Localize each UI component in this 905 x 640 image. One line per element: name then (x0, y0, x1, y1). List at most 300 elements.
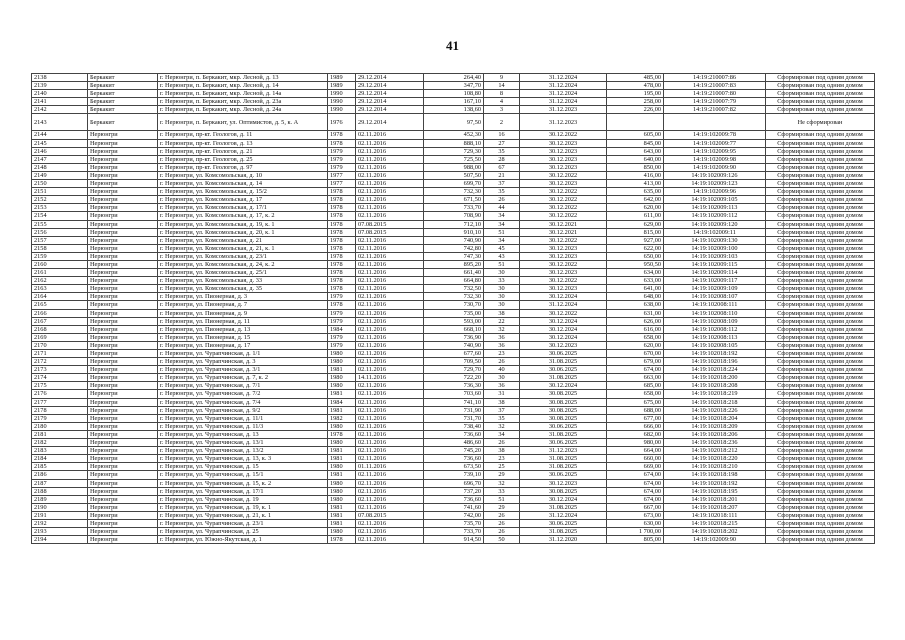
table-row (32, 333, 875, 341)
deadline-cell: 30.12.2024 (520, 495, 607, 503)
inclusion-date-cell: 02.11.2016 (356, 495, 424, 503)
settlement-cell: Нерюнгри (88, 188, 158, 196)
deadline-cell: 30.12.2023 (520, 285, 607, 293)
land-status-cell: Сформирован под одним домом (766, 398, 875, 406)
inclusion-date-cell: 02.11.2016 (356, 536, 424, 544)
settlement-cell: Нерюнгри (88, 131, 158, 139)
land-status-cell: Сформирован под одним домом (766, 147, 875, 155)
table-row (32, 422, 875, 430)
address-cell: г. Нерюнгри, ул. Чурапчинская, д. 17/1 (158, 487, 328, 495)
residents-cell: 35 (484, 147, 520, 155)
cadastral-number-cell: 14:19:102018:192 (664, 479, 766, 487)
land-status-cell: Сформирован под одним домом (766, 374, 875, 382)
land-area-cell: 620,00 (607, 204, 664, 212)
settlement-cell: Нерюнгри (88, 414, 158, 422)
cadastral-number-cell: 14:19:102018:111 (664, 511, 766, 519)
inclusion-date-cell: 02.11.2016 (356, 325, 424, 333)
deadline-cell: 30.12.2024 (520, 317, 607, 325)
inclusion-date-cell: 02.11.2016 (356, 309, 424, 317)
year-built-cell: 1980 (328, 358, 356, 366)
table-row (32, 131, 875, 139)
area-cell: 988,00 (424, 163, 484, 171)
settlement-cell: Нерюнгри (88, 244, 158, 252)
year-built-cell: 1978 (328, 196, 356, 204)
settlement-cell: Нерюнгри (88, 519, 158, 527)
inclusion-date-cell: 29.12.2014 (356, 74, 424, 82)
row-number-cell: 2157 (32, 236, 88, 244)
residents-cell: 34 (484, 220, 520, 228)
table-row (32, 479, 875, 487)
land-status-cell: Сформирован под одним домом (766, 269, 875, 277)
year-built-cell: 1978 (328, 131, 356, 139)
land-status-cell: Сформирован под одним домом (766, 390, 875, 398)
area-cell: 671,50 (424, 196, 484, 204)
residents-cell: 35 (484, 188, 520, 196)
land-area-cell: 478,00 (607, 82, 664, 90)
land-area-cell: 850,00 (607, 163, 664, 171)
table-row (32, 511, 875, 519)
cadastral-number-cell: 14:19:102009:96 (664, 188, 766, 196)
row-number-cell: 2149 (32, 171, 88, 179)
settlement-cell: Нерюнгри (88, 382, 158, 390)
year-built-cell: 1977 (328, 180, 356, 188)
address-cell: г. Нерюнгри, ул. Чурапчинская, д. 25 (158, 528, 328, 536)
area-cell: 108,80 (424, 90, 484, 98)
deadline-cell: 30.12.2022 (520, 309, 607, 317)
deadline-cell: 31.08.2025 (520, 463, 607, 471)
cadastral-number-cell: 14:19:102018:220 (664, 455, 766, 463)
residents-cell: 33 (484, 487, 520, 495)
row-number-cell: 2164 (32, 293, 88, 301)
address-cell: г. Нерюнгри, ул. Комсомольская, д. 14 (158, 180, 328, 188)
year-built-cell: 1981 (328, 366, 356, 374)
residents-cell: 16 (484, 131, 520, 139)
residents-cell: 43 (484, 252, 520, 260)
deadline-cell: 30.12.2023 (520, 155, 607, 163)
area-cell: 747,30 (424, 252, 484, 260)
cadastral-number-cell: 14:19:102009:123 (664, 180, 766, 188)
deadline-cell: 31.08.2025 (520, 528, 607, 536)
year-built-cell: 1981 (328, 455, 356, 463)
land-status-cell: Сформирован под одним домом (766, 471, 875, 479)
cadastral-number-cell: 14:19:102009:112 (664, 212, 766, 220)
cadastral-number-cell: 14:19:102008:109 (664, 317, 766, 325)
area-cell: 736,60 (424, 455, 484, 463)
cadastral-number-cell: 14:19:102009:115 (664, 260, 766, 268)
land-area-cell: 685,00 (607, 382, 664, 390)
land-status-cell: Сформирован под одним домом (766, 406, 875, 414)
land-status-cell: Сформирован под одним домом (766, 358, 875, 366)
address-cell: г. Нерюнгри, ул. Комсомольская, д. 21 (158, 236, 328, 244)
settlement-cell: Нерюнгри (88, 269, 158, 277)
address-cell: г. Нерюнгри, ул. Пионерная, д. 17 (158, 341, 328, 349)
row-number-cell: 2181 (32, 430, 88, 438)
deadline-cell: 30.12.2023 (520, 252, 607, 260)
address-cell: г. Нерюнгри, пр-кт. Геологов, д. 11 (158, 131, 328, 139)
land-area-cell: 679,00 (607, 358, 664, 366)
residents-cell: 36 (484, 382, 520, 390)
year-built-cell: 1981 (328, 519, 356, 527)
row-number-cell: 2179 (32, 414, 88, 422)
table-row (32, 309, 875, 317)
row-number-cell: 2191 (32, 511, 88, 519)
land-status-cell: Сформирован под одним домом (766, 519, 875, 527)
settlement-cell: Нерюнгри (88, 180, 158, 188)
settlement-cell: Нерюнгри (88, 503, 158, 511)
row-number-cell: 2152 (32, 196, 88, 204)
table-row (32, 382, 875, 390)
year-built-cell: 1979 (328, 317, 356, 325)
land-status-cell: Сформирован под одним домом (766, 285, 875, 293)
deadline-cell: 30.12.2022 (520, 277, 607, 285)
year-built-cell: 1979 (328, 341, 356, 349)
year-built-cell: 1978 (328, 277, 356, 285)
residents-cell: 67 (484, 163, 520, 171)
area-cell: 699,70 (424, 180, 484, 188)
cadastral-number-cell: 14:19:102009:98 (664, 155, 766, 163)
inclusion-date-cell: 02.11.2016 (356, 487, 424, 495)
inclusion-date-cell: 02.11.2016 (356, 519, 424, 527)
deadline-cell: 31.08.2025 (520, 503, 607, 511)
land-area-cell: 667,00 (607, 503, 664, 511)
land-area-cell: 413,00 (607, 180, 664, 188)
area-cell: 732,30 (424, 188, 484, 196)
settlement-cell: Нерюнгри (88, 260, 158, 268)
address-cell: г. Нерюнгри, ул. Пионерная, д. 7 (158, 301, 328, 309)
inclusion-date-cell: 02.11.2016 (356, 196, 424, 204)
area-cell: 740,90 (424, 236, 484, 244)
year-built-cell: 1989 (328, 82, 356, 90)
table-row (32, 317, 875, 325)
table-row (32, 147, 875, 155)
deadline-cell: 30.12.2022 (520, 212, 607, 220)
land-area-cell: 622,00 (607, 244, 664, 252)
area-cell: 486,60 (424, 439, 484, 447)
settlement-cell: Нерюнгри (88, 439, 158, 447)
land-area-cell: 688,00 (607, 406, 664, 414)
row-number-cell: 2182 (32, 439, 88, 447)
residents-cell: 26 (484, 519, 520, 527)
cadastral-number-cell: 14:19:210007:79 (664, 98, 766, 106)
row-number-cell: 2143 (32, 114, 88, 131)
table-row (32, 503, 875, 511)
inclusion-date-cell: 02.11.2016 (356, 244, 424, 252)
table-row (32, 220, 875, 228)
land-status-cell: Сформирован под одним домом (766, 487, 875, 495)
area-cell: 507,50 (424, 171, 484, 179)
table-row (32, 204, 875, 212)
row-number-cell: 2159 (32, 252, 88, 260)
deadline-cell: 31.08.2025 (520, 358, 607, 366)
land-status-cell: Сформирован под одним домом (766, 244, 875, 252)
inclusion-date-cell: 07.08.2015 (356, 228, 424, 236)
year-built-cell: 1980 (328, 487, 356, 495)
inclusion-date-cell: 02.11.2016 (356, 212, 424, 220)
year-built-cell: 1978 (328, 301, 356, 309)
table-row (32, 269, 875, 277)
area-cell: 696,70 (424, 479, 484, 487)
table-row (32, 82, 875, 90)
row-number-cell: 2138 (32, 74, 88, 82)
land-status-cell: Сформирован под одним домом (766, 309, 875, 317)
land-area-cell: 605,00 (607, 131, 664, 139)
year-built-cell: 1979 (328, 155, 356, 163)
deadline-cell: 30.12.2023 (520, 147, 607, 155)
deadline-cell: 30.12.2024 (520, 325, 607, 333)
land-status-cell: Сформирован под одним домом (766, 277, 875, 285)
year-built-cell: 1978 (328, 228, 356, 236)
residents-cell: 29 (484, 503, 520, 511)
settlement-cell: Нерюнгри (88, 196, 158, 204)
deadline-cell: 30.12.2023 (520, 269, 607, 277)
land-status-cell: Сформирован под одним домом (766, 163, 875, 171)
inclusion-date-cell: 02.11.2016 (356, 180, 424, 188)
deadline-cell: 31.12.2024 (520, 90, 607, 98)
row-number-cell: 2184 (32, 455, 88, 463)
land-status-cell: Сформирован под одним домом (766, 495, 875, 503)
residents-cell: 34 (484, 430, 520, 438)
cadastral-number-cell: 14:19:102018:219 (664, 390, 766, 398)
inclusion-date-cell: 02.11.2016 (356, 147, 424, 155)
year-built-cell: 1981 (328, 447, 356, 455)
settlement-cell: Нерюнгри (88, 277, 158, 285)
area-cell: 736,30 (424, 382, 484, 390)
area-cell: 735,70 (424, 519, 484, 527)
row-number-cell: 2146 (32, 147, 88, 155)
deadline-cell: 30.12.2022 (520, 196, 607, 204)
residents-cell: 30 (484, 293, 520, 301)
deadline-cell: 30.12.2023 (520, 163, 607, 171)
address-cell: г. Нерюнгри, ул. Чурапчинская, д. 13/1 (158, 439, 328, 447)
table-row (32, 277, 875, 285)
settlement-cell: Беркакит (88, 90, 158, 98)
table-row (32, 471, 875, 479)
cadastral-number-cell: 14:19:102009:120 (664, 220, 766, 228)
address-cell: г. Нерюнгри, ул. Чурапчинская, д. 13/2 (158, 447, 328, 455)
table-row (32, 301, 875, 309)
area-cell: 729,30 (424, 147, 484, 155)
cadastral-number-cell: 14:19:102018:212 (664, 447, 766, 455)
address-cell: г. Нерюнгри, ул. Комсомольская, д. 21, к. 1 (158, 244, 328, 252)
row-number-cell: 2140 (32, 90, 88, 98)
area-cell: 264,40 (424, 74, 484, 82)
area-cell: 668,10 (424, 325, 484, 333)
settlement-cell: Нерюнгри (88, 455, 158, 463)
land-status-cell: Сформирован под одним домом (766, 333, 875, 341)
settlement-cell: Нерюнгри (88, 147, 158, 155)
settlement-cell: Нерюнгри (88, 511, 158, 519)
cadastral-number-cell: 14:19:210007:82 (664, 106, 766, 114)
year-built-cell: 1990 (328, 106, 356, 114)
year-built-cell: 1978 (328, 139, 356, 147)
cadastral-number-cell: 14:19:102009:90 (664, 536, 766, 544)
settlement-cell: Беркакит (88, 82, 158, 90)
cadastral-number-cell: 14:19:102018:207 (664, 503, 766, 511)
table-row (32, 536, 875, 544)
deadline-cell: 30.06.2025 (520, 471, 607, 479)
year-built-cell: 1978 (328, 212, 356, 220)
land-area-cell: 674,00 (607, 487, 664, 495)
inclusion-date-cell: 02.11.2016 (356, 439, 424, 447)
deadline-cell: 30.12.2023 (520, 479, 607, 487)
area-cell: 593,00 (424, 317, 484, 325)
row-number-cell: 2186 (32, 471, 88, 479)
area-cell: 730,70 (424, 301, 484, 309)
residents-cell: 34 (484, 236, 520, 244)
residents-cell: 31 (484, 390, 520, 398)
row-number-cell: 2174 (32, 374, 88, 382)
inclusion-date-cell: 07.08.2015 (356, 511, 424, 519)
cadastral-number-cell: 14:19:102008:113 (664, 333, 766, 341)
table-row (32, 447, 875, 455)
residents-cell: 35 (484, 414, 520, 422)
residents-cell: 38 (484, 309, 520, 317)
year-built-cell: 1979 (328, 293, 356, 301)
cadastral-number-cell: 14:19:102008:110 (664, 309, 766, 317)
address-cell: г. Нерюнгри, ул. Чурапчинская, д. 11/1 (158, 414, 328, 422)
settlement-cell: Нерюнгри (88, 536, 158, 544)
residents-cell: 37 (484, 406, 520, 414)
year-built-cell: 1980 (328, 463, 356, 471)
land-status-cell: Сформирован под одним домом (766, 196, 875, 204)
residents-cell: 38 (484, 398, 520, 406)
address-cell: г. Нерюнгри, ул. Чурапчинская, д. 13, к. 3 (158, 455, 328, 463)
deadline-cell: 30.12.2021 (520, 228, 607, 236)
table-row (32, 366, 875, 374)
table-row (32, 196, 875, 204)
table-row (32, 528, 875, 536)
address-cell: г. Нерюнгри, ул. Пионерная, д. 11 (158, 317, 328, 325)
year-built-cell: 1978 (328, 536, 356, 544)
inclusion-date-cell: 02.11.2016 (356, 471, 424, 479)
row-number-cell: 2154 (32, 212, 88, 220)
inclusion-date-cell: 29.12.2014 (356, 98, 424, 106)
settlement-cell: Нерюнгри (88, 252, 158, 260)
deadline-cell: 30.12.2024 (520, 382, 607, 390)
land-status-cell: Сформирован под одним домом (766, 317, 875, 325)
area-cell: 736,90 (424, 333, 484, 341)
cadastral-number-cell: 14:19:102009:11 (664, 228, 766, 236)
table-row (32, 430, 875, 438)
residents-cell: 30 (484, 301, 520, 309)
land-area-cell: 669,00 (607, 463, 664, 471)
cadastral-number-cell: 14:19:102009:109 (664, 285, 766, 293)
address-cell: г. Нерюнгри, пр-кт. Геологов, д. 97 (158, 163, 328, 171)
inclusion-date-cell: 14.11.2016 (356, 374, 424, 382)
residents-cell: 2 (484, 114, 520, 131)
land-status-cell: Сформирован под одним домом (766, 252, 875, 260)
residents-cell: 30 (484, 269, 520, 277)
deadline-cell: 30.06.2025 (520, 519, 607, 527)
land-status-cell: Сформирован под одним домом (766, 414, 875, 422)
residents-cell: 30 (484, 374, 520, 382)
address-cell: г. Нерюнгри, ул. Чурапчинская, д. 1/1 (158, 350, 328, 358)
inclusion-date-cell: 02.11.2016 (356, 479, 424, 487)
land-status-cell: Сформирован под одним домом (766, 106, 875, 114)
land-area-cell: 670,00 (607, 350, 664, 358)
cadastral-number-cell: 14:19:102018:200 (664, 374, 766, 382)
row-number-cell: 2170 (32, 341, 88, 349)
year-built-cell: 1981 (328, 390, 356, 398)
settlement-cell: Нерюнгри (88, 390, 158, 398)
housing-registry-table (31, 73, 875, 544)
residents-cell: 22 (484, 317, 520, 325)
table-row (32, 455, 875, 463)
settlement-cell: Нерюнгри (88, 236, 158, 244)
deadline-cell: 30.12.2022 (520, 188, 607, 196)
area-cell: 167,10 (424, 98, 484, 106)
table-row (32, 390, 875, 398)
table-row (32, 398, 875, 406)
row-number-cell: 2141 (32, 98, 88, 106)
area-cell: 708,90 (424, 212, 484, 220)
settlement-cell: Нерюнгри (88, 430, 158, 438)
year-built-cell: 1979 (328, 147, 356, 155)
residents-cell: 26 (484, 358, 520, 366)
settlement-cell: Нерюнгри (88, 333, 158, 341)
address-cell: г. Нерюнгри, ул. Пионерная, д. 9 (158, 309, 328, 317)
area-cell: 709,50 (424, 358, 484, 366)
row-number-cell: 2193 (32, 528, 88, 536)
land-area-cell: 950,50 (607, 260, 664, 268)
year-built-cell: 1978 (328, 252, 356, 260)
area-cell: 712,10 (424, 220, 484, 228)
row-number-cell: 2188 (32, 487, 88, 495)
settlement-cell: Нерюнгри (88, 487, 158, 495)
residents-cell: 34 (484, 212, 520, 220)
deadline-cell: 31.12.2024 (520, 98, 607, 106)
area-cell: 664,80 (424, 277, 484, 285)
settlement-cell: Нерюнгри (88, 204, 158, 212)
deadline-cell: 31.12.2023 (520, 114, 607, 131)
deadline-cell: 30.08.2025 (520, 390, 607, 398)
settlement-cell: Беркакит (88, 114, 158, 131)
table-row (32, 155, 875, 163)
inclusion-date-cell: 02.11.2016 (356, 301, 424, 309)
settlement-cell: Беркакит (88, 98, 158, 106)
settlement-cell: Нерюнгри (88, 341, 158, 349)
deadline-cell: 30.12.2022 (520, 204, 607, 212)
cadastral-number-cell: 14:19:210007:86 (664, 74, 766, 82)
row-number-cell: 2153 (32, 204, 88, 212)
land-status-cell: Сформирован под одним домом (766, 220, 875, 228)
residents-cell: 38 (484, 447, 520, 455)
cadastral-number-cell: 14:19:102009:78 (664, 131, 766, 139)
residents-cell: 26 (484, 511, 520, 519)
land-area-cell: 634,00 (607, 269, 664, 277)
land-status-cell: Сформирован под одним домом (766, 188, 875, 196)
land-status-cell: Сформирован под одним домом (766, 503, 875, 511)
land-status-cell: Сформирован под одним домом (766, 228, 875, 236)
table-row (32, 163, 875, 171)
year-built-cell: 1978 (328, 260, 356, 268)
land-area-cell: 674,00 (607, 366, 664, 374)
row-number-cell: 2151 (32, 188, 88, 196)
address-cell: г. Нерюнгри, ул. Чурапчинская, д. 3 (158, 358, 328, 366)
year-built-cell: 1978 (328, 236, 356, 244)
settlement-cell: Нерюнгри (88, 495, 158, 503)
table-row (32, 414, 875, 422)
area-cell: 661,40 (424, 269, 484, 277)
year-built-cell: 1981 (328, 471, 356, 479)
land-status-cell: Сформирован под одним домом (766, 422, 875, 430)
area-cell: 742,80 (424, 244, 484, 252)
area-cell: 910,10 (424, 228, 484, 236)
land-status-cell: Сформирован под одним домом (766, 90, 875, 98)
area-cell: 722,20 (424, 374, 484, 382)
residents-cell: 25 (484, 463, 520, 471)
land-status-cell: Сформирован под одним домом (766, 447, 875, 455)
